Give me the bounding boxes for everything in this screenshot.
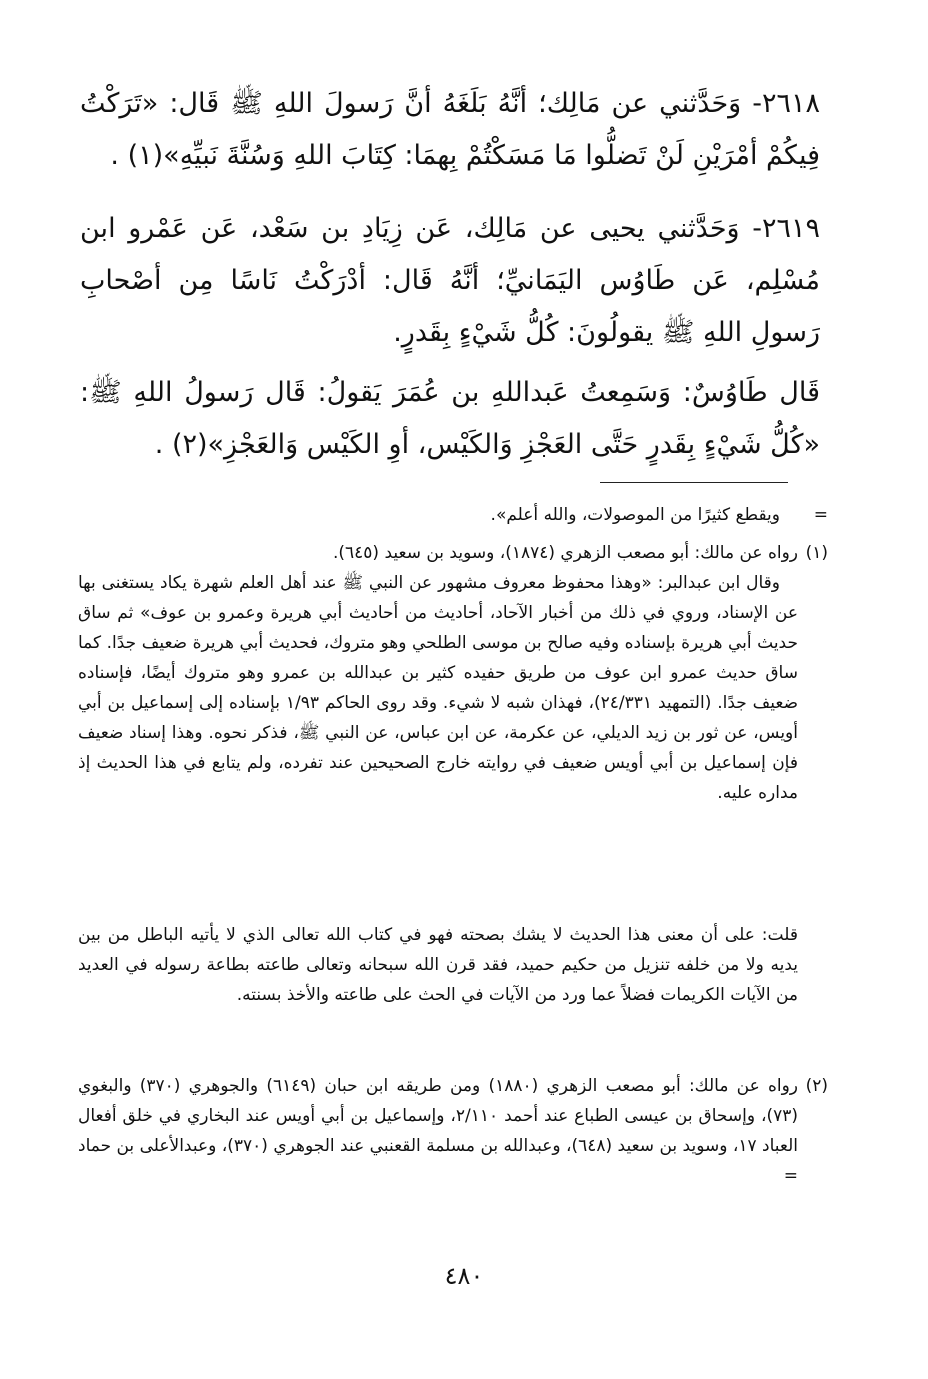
footnote-1-note (78, 920, 798, 1010)
hadith-2619: ٢٦١٩- وَحَدَّثني يحيى عن مَالِك، عَن زِيَادِ بن سَعْد، عَن عَمْرو ابن مُسْلِم، عَن طَاوُس اليَمَانيِّ؛ أنَّهُ قَال: أدْرَكْتُ نَاسًا مِن أصْحابِ رَسولِ اللهِ ﷺ يقولُونَ: كُلُّ شَيْءٍ بِقَدرٍ. (80, 213, 820, 348)
footnote-2-text: رواه عن مالك: أبو مصعب الزهري (١٨٨٠) ومن طريقه ابن حبان (٦١٤٩) والجوهري (٣٧٠) والبغوي (٧٣)، وإسحاق بن عيسى الطباع عند أحمد ٢/١١٠، وإسماعيل بن أبي أويس عند البخاري في خلق أفعال العباد ١٧، وسويد بن سعيد (٦٤٨)، وعبدالله بن مسلمة القعنبي عند الجوهري (٣٧٠)، وعبدالأعلى بن حماد = (78, 1076, 799, 1186)
continuation-marker: = (813, 505, 828, 525)
footnote-continuation-text: ويقطع كثيرًا من الموصولات، والله أعلم». (490, 505, 780, 525)
hadith-2618: ٢٦١٨- وَحَدَّثني عن مَالِك؛ أنَّهُ بَلَغَهُ أنَّ رَسولَ اللهِ ﷺ قَال: «تَرَكْتُ فِيكُمْ أمْرَيْنِ لَنْ تَضلُّوا مَا مَسَكْتُمْ بِهمَا: كِتَابَ اللهِ وَسُنَّةَ نَبيِّهِ»(١) . (80, 88, 820, 171)
page-number: ٤٨٠ (444, 1262, 484, 1290)
footnote-2-marker: (٢) (805, 1076, 828, 1096)
hadith-2619-tawus: قَال طَاوُسٌ: وَسَمِعتُ عَبداللهِ بن عُمَرَ يَقولُ: قَال رَسولُ اللهِ ﷺ: «كُلُّ شَيْءٍ بِقَدرٍ حَتَّى العَجْزِ وَالكَيْس، أوِ الكَيْس وَالعَجْزِ»(٢) . (80, 377, 820, 460)
footnote-2 (78, 1071, 828, 1191)
footnote-1 (78, 538, 828, 808)
footnote-continuation (78, 500, 828, 530)
footnote-divider (600, 482, 788, 483)
footnote-1-marker: (١) (805, 543, 828, 563)
footnote-1-paragraph: وقال ابن عبدالبر: «وهذا محفوظ معروف مشهور عن النبي ﷺ عند أهل العلم شهرة يكاد يستغنى بها عن الإسناد، وروي في ذلك من أخبار الآحاد، أحاديث من أحاديث أبي هريرة وعمرو بن عوف» ثم ساق حديث أبي هريرة بإسناده وفيه صالح بن موسى الطلحي وهو متروك، فحديث أبي هريرة ضعيف جدًا. كما ساق حديث عمرو ابن عوف من طريق حفيده كثير بن عبدالله بن عمرو وهو متروك أيضًا، فإسناده ضعيف جدًا. (التمهيد ٢٤/٣٣١)، فهذان شبه لا شيء. وقد روى الحاكم ١/٩٣ بإسناده إلى إسماعيل بن أبي أويس، عن ثور بن زيد الديلي، عن عكرمة، عن ابن عباس، عن النبي ﷺ، فذكر نحوه. وهذا إسناد ضعيف فإن إسماعيل بن أبي أويس ضعيف في روايته خارج الصحيحين عند تفرده، ولم يتابع في هذا الحديث إذ مداره عليه. (78, 573, 799, 803)
footnote-1-note-text: قلت: على أن معنى هذا الحديث لا يشك بصحته فهو في كتاب الله تعالى الذي لا يأتيه الباطل من بين يديه ولا من خلفه تنزيل من حكيم حميد، فقد قرن الله سبحانه وتعالى طاعته بطاعة رسوله في العديد من الآيات الكريمات فضلاً عما ورد من الآيات في الحث على طاعته والأخذ بسنته. (78, 925, 798, 1005)
footnote-1-line: رواه عن مالك: أبو مصعب الزهري (١٨٧٤)، وسويد بن سعيد (٦٤٥). (332, 543, 798, 563)
